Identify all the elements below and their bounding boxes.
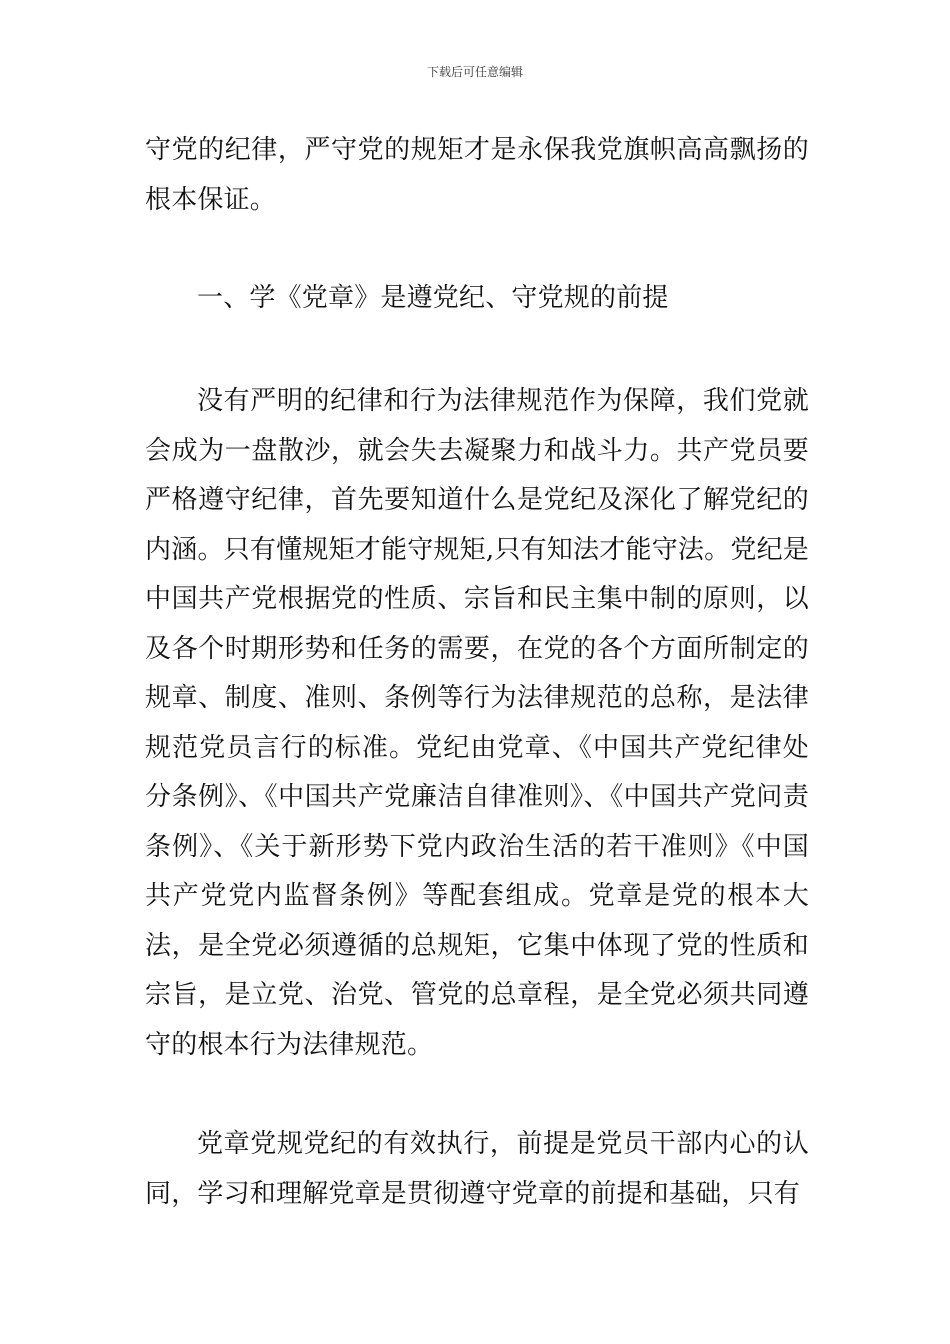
paragraph-effective-execution: 党章党规党纪的有效执行，前提是党员干部内心的认同，学习和理解党章是贯彻遵守党章的前提和基础，只有	[145, 1129, 809, 1209]
section-heading: 一、学《党章》是遵党纪、守党规的前提	[197, 283, 669, 313]
page-header-note: 下载后可任意编辑	[426, 65, 523, 79]
paragraph-continuation: 守党的纪律，严守党的规矩才是永保我党旗帜高高飘扬的根本保证。	[145, 135, 809, 215]
paragraph-party-discipline: 没有严明的纪律和行为法律规范作为保障，我们党就会成为一盘散沙，就会失去凝聚力和战斗力。共产党员要严格遵守纪律，首先要知道什么是党纪及深化了解党纪的内涵。只有懂规矩才能守规矩,只有知法才能守法。党纪是中国共产党根据党的性质、宗旨和民主集中制的原则，以及各个时期形势和任务的需要，在党的各个方面所制定的规章、制度、准则、条例等行为法律规范的总称，是法律规范党员言行的标准。党纪由党章、《中国共产党纪律处分条例》、《中国共产党廉洁自律准则》、《中国共产党问责条例》、《关于新形势下党内政治生活的若干准则》《中国共产党党内监督条例》等配套组成。党章是党的根本大法，是全党必须遵循的总规矩，它集中体现了党的性质和宗旨，是立党、治党、管党的总章程，是全党必须共同遵守的根本行为法律规范。	[145, 386, 809, 1060]
